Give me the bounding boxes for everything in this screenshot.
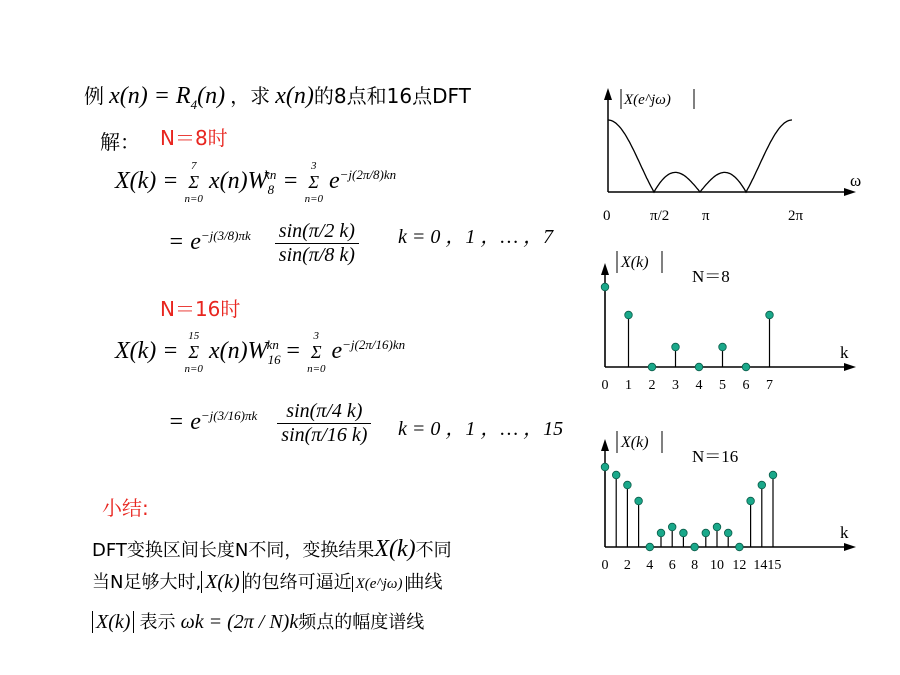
sum-symbol-2: 3 Σ n=0: [304, 160, 323, 205]
summary-title: 小结:: [102, 496, 149, 520]
stem-marker: [702, 529, 710, 537]
stem-marker: [736, 543, 744, 551]
stem-marker: [646, 543, 654, 551]
tick-label: 2: [648, 378, 656, 393]
dtft-tick-3: 2π: [788, 208, 804, 224]
problem-line: [84, 80, 471, 113]
tick-label: 1415: [753, 558, 782, 573]
stem-marker: [648, 363, 656, 371]
dtft-tick-2: π: [702, 208, 710, 224]
problem-mid: ，求: [230, 84, 271, 108]
stem-marker: [601, 463, 609, 471]
dft16-x-arrow: [844, 543, 856, 551]
stem-marker: [742, 363, 750, 371]
stem-marker: [766, 311, 774, 319]
dft16-chart: [590, 425, 880, 580]
stem-marker: [713, 523, 721, 531]
tick-label: 12: [732, 558, 747, 573]
dtft-ylabel: X(e^jω): [624, 92, 671, 108]
dft8-x-arrow: [844, 363, 856, 371]
sum-symbol-4: 3 Σ n=0: [307, 330, 326, 375]
dft8-chart: [590, 245, 880, 395]
case8-label: N＝8时: [160, 126, 228, 150]
dft16-ylabel: X(k): [621, 434, 649, 451]
stem-marker: [672, 343, 680, 351]
dtft-tick-0: 0: [603, 208, 611, 224]
summary-line1: DFT变换区间长度N不同，变换结果X(k)不同: [92, 536, 452, 562]
summary-line3: X(k) 表示 ωk = (2π / N)k频点的幅度谱线: [92, 608, 424, 634]
stem-marker: [612, 471, 620, 479]
dft16-title: N＝16: [692, 447, 739, 466]
case16-line2: = $e^{-j(3/16)\pi k}$ $\frac{\sin(\pi/4 k)}{\sin(\pi/16 k)}$: [168, 400, 371, 447]
dft16-y-arrow: [601, 439, 609, 451]
dft8-ylabel: X(k): [621, 254, 649, 271]
solution-label: 解：: [100, 130, 140, 154]
summary-line2: 当N足够大时, X(k) 的包络可逼近 X(e^jω) 曲线: [92, 571, 443, 593]
stem-marker: [719, 343, 727, 351]
tick-label: 4: [646, 558, 654, 573]
dft8-y-arrow: [601, 263, 609, 275]
case8-fraction: $\frac{\sin(\pi/2 k)}{\sin(\pi/8 k)}$: [275, 220, 359, 267]
problem-expr2: x(n): [275, 83, 314, 109]
stem-marker: [747, 497, 755, 505]
stem-marker: [657, 529, 665, 537]
tick-label: 6: [668, 558, 676, 573]
sum-symbol-3: 15 Σ n=0: [184, 330, 203, 375]
stem-marker: [668, 523, 676, 531]
case16-range: k = 0 ，1 ，… ，15: [398, 418, 564, 440]
sum-symbol: 7 Σ n=0: [184, 160, 203, 205]
stem-marker: [758, 481, 766, 489]
case8-line2: = $e^{-j(3/8)\pi k}$ $\frac{\sin(\pi/2 k)}{\sin(\pi/8 k)}$: [168, 220, 359, 267]
tick-label: 7: [766, 378, 773, 393]
dft8-title: N＝8: [692, 267, 730, 286]
stem-marker: [680, 529, 688, 537]
dtft-tick-1: π/2: [650, 208, 670, 224]
dft8-xlabel: k: [840, 343, 849, 362]
dtft-xlabel: ω: [850, 171, 862, 190]
dft16-xlabel: k: [840, 523, 849, 542]
tick-label: 4: [695, 378, 703, 393]
tick-label: 6: [742, 378, 750, 393]
tick-label: 2: [623, 558, 631, 573]
tick-label: 8: [691, 558, 699, 573]
case16-line1: X(k) = 15 Σ n=0 $x(n)W_{16}^{kn}$ = 3 Σ n=0 $e^{-j(2\pi/16)kn}$: [115, 330, 406, 375]
tick-label: 0: [601, 378, 609, 393]
tick-label: 10: [710, 558, 724, 573]
stem-marker: [724, 529, 732, 537]
stem-marker: [769, 471, 777, 479]
problem-expr: $x(n) = R_4(n)$: [109, 83, 226, 112]
dtft-curve: [608, 120, 792, 192]
stem-marker: [624, 481, 632, 489]
problem-suffix: 的8点和16点DFT: [313, 84, 471, 108]
stem-marker: [625, 311, 633, 319]
case16-label: N＝16时: [160, 297, 241, 321]
case8-line1: X(k) = 7 Σ n=0 $x(n)W_8^{kn}$ = 3 Σ n=0 $e^{-j(2\pi/8)kn}$: [115, 160, 397, 205]
tick-label: 5: [719, 378, 726, 393]
problem-prefix: 例: [84, 84, 104, 108]
tick-label: 0: [601, 558, 609, 573]
case8-range: k = 0 ，1 ，… ，7: [398, 226, 554, 248]
dtft-y-arrow: [604, 88, 612, 100]
stem-marker: [601, 283, 609, 291]
dtft-chart: [590, 80, 880, 230]
tick-label: 3: [672, 378, 679, 393]
case16-fraction: $\frac{\sin(\pi/4 k)}{\sin(\pi/16 k)}$: [277, 400, 371, 447]
stem-marker: [635, 497, 643, 505]
tick-label: 1: [625, 378, 632, 393]
stem-marker: [695, 363, 703, 371]
stem-marker: [691, 543, 699, 551]
